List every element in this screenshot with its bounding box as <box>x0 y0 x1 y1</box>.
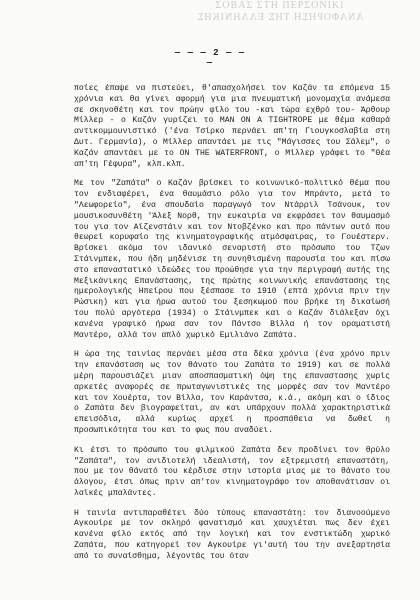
paragraph-3: Η ώρα της ταινίας περνάει μέσα στα δέκα χρόνια (ένα χρόνο πριν την επανάσταση ως τον θάνατο του Ζαπάτα το 1919) και σε πολλά μέρη παρουσιάζει μιαν αποσπασματική όψη της επαναστασης χωρίς αρκετές αναφορές σε πρωταγωνιστικές της μορφές σαν τον Μαντέρο και τον Χουέρτα, τον Βίλλα, τον Καράντσα, κ.ά., ακόμη και ο ίδιος ο Ζαπάτα δεν βιογραφείται, αν και υπάρχουν πολλά χαρακτηριστικά επεισόδια, αλλά κυρίως αρχεί η προσπάθεια να δωθεί η προσωπικότητα του και το φως που αναδύει. <box>74 350 390 435</box>
page-number: — — — 2 — — — <box>174 48 246 68</box>
body-text <box>74 84 390 563</box>
paragraph-2: Με τον "Ζαπάτα" ο Καζάν βρίσκει το κοινωνικό-πολιτικό θέμα που τον ενδιαφέρει, ένα θαυμάσιο ρόλο για τον Μπράντο, μετά το "Λεωφορείο", ένα σπουδαίο παραγωγό τον Ντάρριλ Τσάνουκ, τον μουσικοσυνθέτη 'Άλεξ Νορθ, την ευκαιρία να εκφράσει τον θαυμασμό του για τον Αϊζενστάιν και τον Ντοβζένκο και προ πάντων αυτό που θεωρεί κορυφαίο της κινηματογραφικής ατμόσφαιρας, το Γουέστερν. Βρίσκει ακόμα τον ιδανικό σεναριστή στο πρόσωπο του Τζων Στάινμπεκ, που ήδη μηδένισε τη συνηθισμένη παρουσία του και πίσω στο επαναστατικό ιδεώδες του προώθησε για την περιγραφή αυτής της Μεξικάνικης Επανάστασης, της πρώτης κοινωνικής επανάστασης της ημερολογικής Ηπείρου που ξέσπασε το 1910 (επτά χρόνια πριν την Ρώσικη) και για ήρωα αυτού του ξεσηκωμού που βρήκε τη δικαίωσή του πολύ αργότερα (1934) ο Στάινμπεκ και ο Καζάν διάλεξαν όχι κανένα γραφικό ήρωα σαν τον Πάντσο Βίλλα ή τον οραματιστή Μαντέρο, αλλά τον απλό χωρικό Εμιλιάνο Ζαπάτα. <box>74 179 390 340</box>
bleed-through-header <box>150 0 410 26</box>
paragraph-4: Κι έτσι το πρόσωπο του φιλμικού Ζαπάτα δεν προδίνει τον θρύλο "Ζαπάτα", τον ανιδιοτελή ιδεαλιστή, τον εξτρεμιστή επαναστάτη, που με τον θάνατό του κέρδισε στην ιστορία μιας με το θάνατο του άλογου, έτσι όπως πριν απ'τον κινηματογράφο τον αποθανάτισαν οι λαϊκές μπαλάντες. <box>74 445 390 498</box>
paragraph-5: Η ταινία αντιπαραθέτει δύο τύπους επαναστάτη: τον διανοούμενο Αγκουίρε με τον σκληρό φανατισμό και χαυχιέται πως δεν έχει κανένα φίλο εκτός από την λογική και τον ενστικτώδη χωρικό Ζαπάτα, που κατηγορεί τον Αγκουίρε γι'αυτή του την ανεξαρτησία από το συναίσθημα, λέγοντάς του όταν <box>74 508 390 561</box>
bleed-line-1: ΣΟΒΑΣ ΣΤΗ ΠΕΡΣΟΝΙΚΙ <box>215 0 345 11</box>
bleed-line-2: ΑΝΑΦΟΡΗΣΗ ΤΗΣ ΕΛΛΗΝΙΚΗΣ <box>196 12 364 23</box>
paragraph-1: ποίες έπαψε να πιστεύει, θ'απασχολήσει τον Καζάν τα επόμενα 15 χρόνια και θα γίνει αφορμή για μια πνευματική μονομαχία ανάμεσα σε σκηνοθέτη και τον πρώην φίλο του -και τώρα εχθρό του- Άρθουρ Μίλλερ - ο Καζάν γυρίζει το MAN ON A TIGHTROPE με θέμα καθαρά αντικομμουνιστικό ('ένα Τσίρκο περνάει απ'τη Γιουγκοσλαβία στη Δυτ. Γερμανία), ο Μίλλερ απαντάει με τις "Μάγισσες του Σάλεμ", ο Καζάν απαντάει με το ON THE WATERFRONT, ο Μίλλερ γράφει το "Θέα απ'τη Γέφυρα", κλπ.κλπ. <box>74 84 390 169</box>
